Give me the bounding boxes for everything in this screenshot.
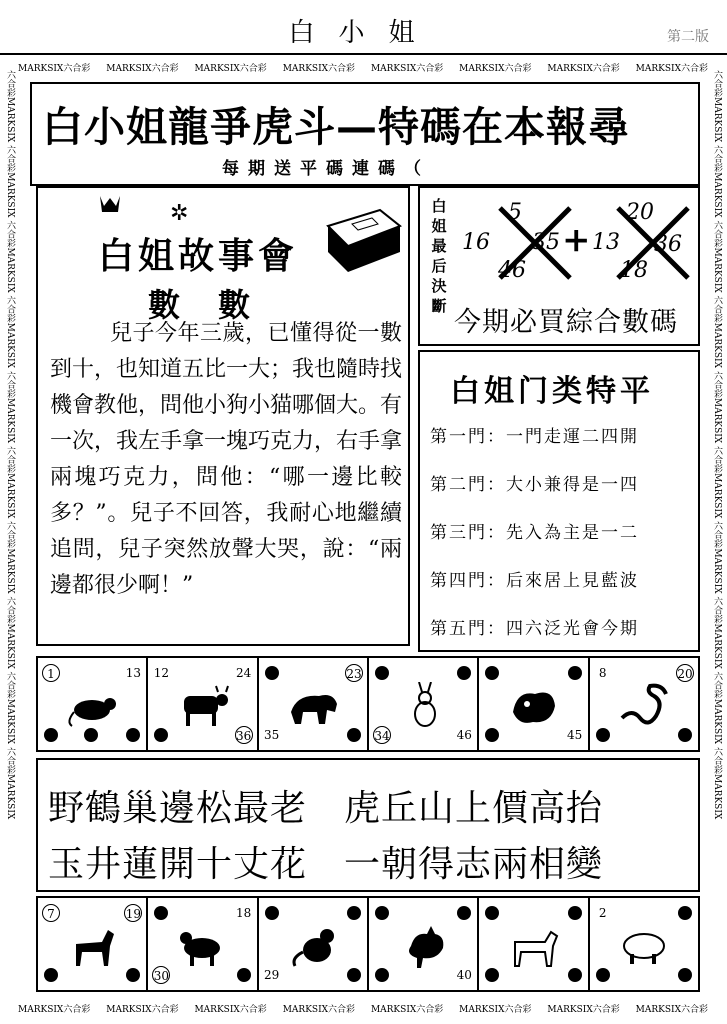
watermark-text: 六合彩MARKSIX [5,295,15,368]
watermark-text: MARKSIX六合彩 [547,1004,620,1015]
poem-section [36,758,700,892]
zodiac-cell-pig [590,898,698,990]
ball-number: 45 [567,728,583,742]
page-header [0,0,727,55]
watermark-text: MARKSIX六合彩 [194,63,267,74]
pick-banner: 今期必買綜合數碼 [454,307,678,338]
ball-number: 18 [236,906,252,920]
ball-number: 23 [345,664,363,682]
watermark-text: 六合彩MARKSIX [712,521,722,594]
goat-icon [176,922,230,970]
zodiac-cell-monkey [259,898,369,990]
poem-line: 野鶴巢邊松最老 虎丘山上價高抬 [48,788,604,829]
ball-number: 19 [124,904,142,922]
ball-marker [265,906,279,920]
watermark-text: 六合彩MARKSIX [712,370,722,444]
ball-number: 46 [456,728,472,742]
ball-marker [457,906,471,920]
watermark-text: 六合彩MARKSIX [712,746,722,820]
gates-title: 白姐门类特平 [450,374,654,409]
ball-marker [485,666,499,680]
book-icon [320,206,406,276]
story-title: 數數 [148,286,289,324]
pick-number: 46 [498,258,526,283]
ball-marker [347,968,361,982]
ball-marker [678,906,692,920]
watermark-text: MARKSIX六合彩 [106,1004,179,1015]
story-logo: 白姐故事會 [98,236,299,277]
watermark-text: MARKSIX六合彩 [635,1004,708,1015]
headline-subtitle: 每期送平碼連碼（ [222,159,430,179]
zodiac-row-bottom [36,896,700,992]
ball-number: 20 [676,664,694,682]
snake-icon [618,682,672,730]
pig-icon [618,922,672,970]
zodiac-cell-snake [590,658,698,750]
watermark-text: 六合彩MARKSIX [5,671,15,745]
watermark-side-right [709,70,725,1000]
sparkle-icon [166,198,202,228]
header-title: 白小姐 [288,18,439,48]
zodiac-cell-horse [38,898,148,990]
zodiac-cell-rooster [369,898,479,990]
pick-number: 13 [592,230,620,255]
watermark-text: 六合彩MARKSIX [5,370,15,444]
watermark-text: MARKSIX六合彩 [194,1004,267,1015]
pick-number: 20 [626,200,654,225]
ball-number: 34 [373,726,391,744]
zodiac-cell-rabbit [369,658,479,750]
watermark-side-left [2,70,18,1000]
watermark-text: 六合彩MARKSIX [5,746,15,820]
watermark-text: 六合彩MARKSIX [712,145,722,218]
ball-number: 1 [42,664,60,682]
watermark-text: 六合彩MARKSIX [5,596,15,669]
gate-text: 先入為主是一二 [506,523,639,543]
pick-number: 5 [508,200,522,225]
ball-marker [375,906,389,920]
page-number: 第二版 [667,29,709,45]
headline-title: 白小姐龍爭虎斗—特碼在本報尋 [42,103,630,151]
ball-number: 35 [264,728,280,742]
watermark-text: MARKSIX六合彩 [547,63,620,74]
pick-vertical-label: 白姐最后決斷 [431,197,447,315]
ball-marker [485,968,499,982]
pick-number: 36 [654,232,682,257]
watermark-text: MARKSIX六合彩 [18,63,91,74]
zodiac-cell-tiger [259,658,369,750]
gate-text: 四六泛光會今期 [506,619,639,639]
headline-box [30,82,700,186]
watermark-strip-bottom [18,999,708,1017]
ball-marker [126,968,140,982]
ball-marker [154,728,168,742]
watermark-text: 六合彩MARKSIX [712,596,722,669]
pick-number: 18 [620,258,648,283]
watermark-text: 六合彩MARKSIX [712,446,722,519]
rooster-icon [397,922,451,970]
ball-marker [678,728,692,742]
ball-marker [485,906,499,920]
zodiac-cell-ox [148,658,258,750]
watermark-text: MARKSIX六合彩 [635,63,708,74]
tiger-icon [287,682,341,730]
story-section [36,186,410,646]
pick-section [418,186,700,346]
ball-marker [44,968,58,982]
gate-label: 第一門： [430,427,506,447]
zodiac-row-top [36,656,700,752]
watermark-text: MARKSIX六合彩 [106,63,179,74]
gate-label: 第二門： [430,475,506,495]
pick-number: 16 [462,230,490,255]
gate-text: 后來居上見藍波 [506,571,639,591]
watermark-text: MARKSIX六合彩 [18,1004,91,1015]
ball-number: 36 [235,726,253,744]
watermark-text: MARKSIX六合彩 [282,63,356,74]
poem-line: 玉井蓮開十丈花 一朝得志兩相變 [48,844,604,885]
watermark-text: 六合彩MARKSIX [712,295,722,368]
watermark-text: MARKSIX六合彩 [282,1004,356,1015]
ball-number: 7 [42,904,60,922]
ball-marker [568,906,582,920]
ball-marker [126,728,140,742]
gate-text: 大小兼得是一四 [506,475,639,495]
ball-number: 13 [125,666,141,680]
ball-number: 2 [598,906,607,920]
zodiac-cell-rat [38,658,148,750]
horse-icon [66,922,120,970]
ball-marker [347,728,361,742]
watermark-text: 六合彩MARKSIX [5,220,15,293]
tulip-icon [96,194,124,218]
watermark-text: 六合彩MARKSIX [5,521,15,594]
ball-marker [596,968,610,982]
story-body: 兒子今年三歲，已懂得從一數到十，也知道五比一大；我也隨時找機會教他，問他小狗小猫哪個大。有一次，我左手拿一塊巧克力，右手拿兩塊巧克力，問他：“哪一邊比較多？”。兒子不回答，我耐心地繼續追問，兒子突然放聲大哭，說：“兩邊都很少啊！” [50,321,403,598]
ball-marker [84,728,98,742]
svg-text:✲: ✲ [170,201,189,226]
ball-number: 30 [152,966,170,984]
gate-label: 第四門： [430,571,506,591]
ball-number: 8 [598,666,607,680]
watermark-text: MARKSIX六合彩 [459,1004,532,1015]
ball-marker [457,666,471,680]
monkey-icon [287,922,341,970]
gate-row [430,614,639,639]
pick-number: 35 [532,230,560,255]
watermark-text: 六合彩MARKSIX [712,220,722,293]
watermark-text: 六合彩MARKSIX [5,446,15,519]
ball-marker [568,968,582,982]
ox-icon [176,682,230,730]
ball-marker [347,906,361,920]
gate-row [430,422,639,447]
gate-row [430,518,639,543]
ball-number: 24 [236,666,252,680]
ball-marker [154,906,168,920]
watermark-text: MARKSIX六合彩 [370,1004,444,1015]
dog-icon [507,922,561,970]
zodiac-cell-dog [479,898,589,990]
ball-marker [375,968,389,982]
gate-row [430,470,639,495]
ball-marker [678,968,692,982]
zodiac-cell-dragon [479,658,589,750]
gate-text: 一門走運二四開 [506,427,639,447]
gate-label: 第五門： [430,619,506,639]
ball-number: 12 [153,666,169,680]
ball-marker [568,666,582,680]
plus-sign: + [562,220,591,260]
ball-marker [237,968,251,982]
rat-icon [66,682,120,730]
gate-row [430,566,639,591]
watermark-text: 六合彩MARKSIX [5,145,15,218]
ball-number: 40 [456,968,472,982]
watermark-text: MARKSIX六合彩 [459,63,532,74]
ball-marker [375,666,389,680]
watermark-text: MARKSIX六合彩 [370,63,444,74]
zodiac-cell-goat [148,898,258,990]
ball-marker [596,728,610,742]
ball-number: 29 [264,968,280,982]
ball-marker [44,728,58,742]
ball-marker [265,666,279,680]
watermark-text: 六合彩MARKSIX [712,671,722,745]
dragon-icon [507,682,561,730]
watermark-strip-top [18,58,708,76]
rabbit-icon [397,682,451,730]
ball-marker [485,728,499,742]
watermark-text: 六合彩MARKSIX [712,70,722,143]
gate-label: 第三門： [430,523,506,543]
gates-section [418,350,700,652]
watermark-text: 六合彩MARKSIX [5,70,15,143]
